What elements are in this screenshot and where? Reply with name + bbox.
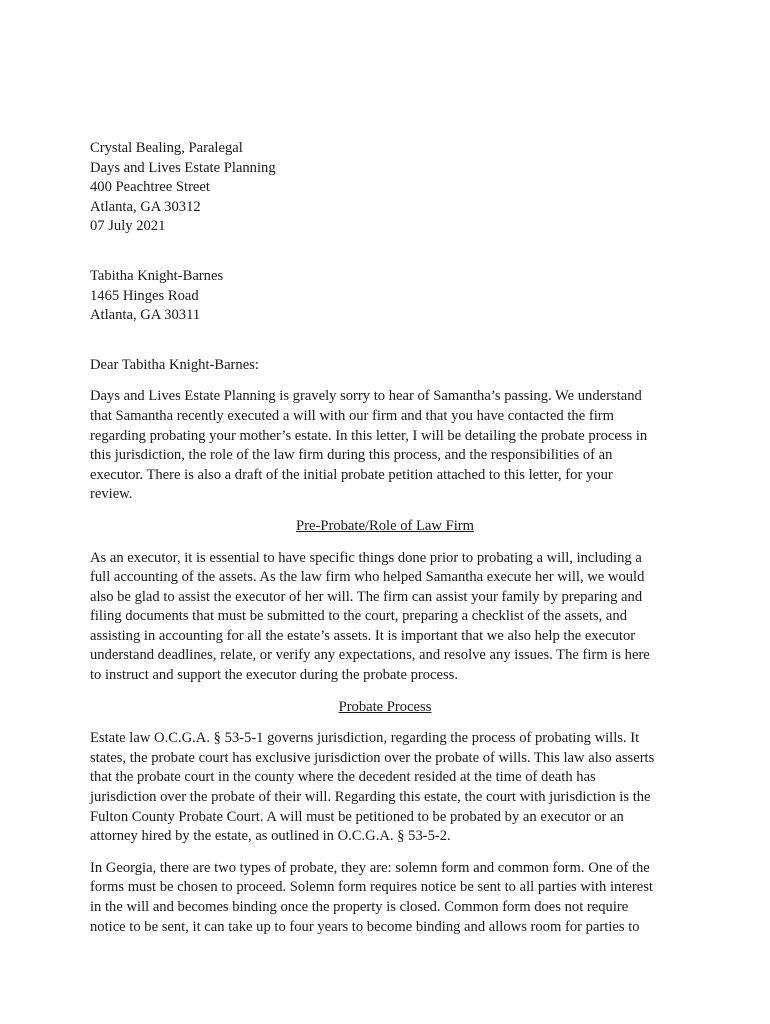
probate-types-paragraph	[90, 859, 680, 937]
paragraph-line: regarding probating your mother’s estate. In this letter, I will be detailing the probate process in	[90, 427, 648, 444]
paragraph-line: Estate law O.C.G.A. § 53-5-1 governs jurisdiction, regarding the process of probating wills. It	[90, 730, 640, 747]
paragraph-line: assisting in accounting for all the estate’s assets. It is important that we also help the executor	[90, 627, 636, 644]
sender-firm: Days and Lives Estate Planning	[90, 159, 276, 176]
paragraph-line: states, the probate court has exclusive jurisdiction over the probate of wills. This law also asserts	[90, 749, 655, 766]
paragraph-line: that Samantha recently executed a will with our firm and that you have contacted the firm	[90, 407, 614, 424]
paragraph-line: full accounting of the assets. As the law firm who helped Samantha execute her will, we would	[90, 569, 645, 586]
paragraph-line: this jurisdiction, the role of the law firm during this process, and the responsibilities of an	[90, 447, 613, 464]
intro-paragraph	[90, 387, 680, 505]
paragraph-line: understand deadlines, relate, or verify any expectations, and resolve any issues. The firm is here	[90, 647, 650, 664]
recipient-name: Tabitha Knight-Barnes	[90, 267, 224, 284]
paragraph-line: to instruct and support the executor during the probate process.	[90, 667, 458, 684]
paragraph-line: filing documents that must be submitted to the court, preparing a checklist of the assets, and	[90, 608, 628, 625]
paragraph-line: review.	[90, 486, 133, 503]
paragraph-line: attorney hired by the estate, as outlined in O.C.G.A. § 53-5-2.	[90, 828, 451, 845]
paragraph-line: in the will and becomes binding once the property is closed. Common form does not require	[90, 899, 629, 915]
paragraph-line: In Georgia, there are two types of probate, they are: solemn form and common form. One of the	[90, 859, 650, 876]
section-heading-probate-process: Probate Process	[338, 698, 432, 715]
sender-street: 400 Peachtree Street	[90, 179, 210, 196]
pre-probate-paragraph	[90, 549, 680, 686]
sender-name: Crystal Bealing, Paralegal	[90, 140, 243, 156]
paragraph-line: Fulton County Probate Court. A will must be petitioned to be probated by an executor or an	[90, 808, 624, 825]
section-heading-pre-probate: Pre-Probate/Role of Law Firm	[296, 517, 474, 534]
paragraph-line: also be glad to assist the executor of her will. The firm can assist your family by preparing and	[90, 588, 643, 605]
jurisdiction-paragraph	[90, 729, 680, 847]
paragraph-line: notice to be sent, it can take up to four years to become binding and allows room for parties to	[90, 918, 640, 935]
paragraph-line: jurisdiction over the probate of their will. Regarding this estate, the court with jurisdiction is the	[90, 789, 651, 806]
salutation: Dear Tabitha Knight-Barnes:	[90, 356, 259, 373]
letter-page	[90, 139, 680, 949]
sender-address-block	[90, 139, 680, 237]
paragraph-line: that the probate court in the county where the decedent resided at the time of death has	[90, 769, 596, 786]
recipient-street: 1465 Hinges Road	[90, 287, 199, 304]
paragraph-line: Days and Lives Estate Planning is gravely sorry to hear of Samantha’s passing. We understand	[90, 388, 642, 405]
paragraph-line: As an executor, it is essential to have specific things done prior to probating a will, including a	[90, 549, 642, 566]
letter-date: 07 July 2021	[90, 218, 166, 235]
paragraph-line: forms must be chosen to proceed. Solemn form requires notice be sent to all parties with interest	[90, 879, 653, 896]
recipient-city: Atlanta, GA 30311	[90, 307, 201, 324]
sender-city: Atlanta, GA 30312	[90, 198, 201, 215]
recipient-address-block	[90, 267, 680, 326]
paragraph-line: executor. There is also a draft of the initial probate petition attached to this letter, for your	[90, 466, 613, 483]
